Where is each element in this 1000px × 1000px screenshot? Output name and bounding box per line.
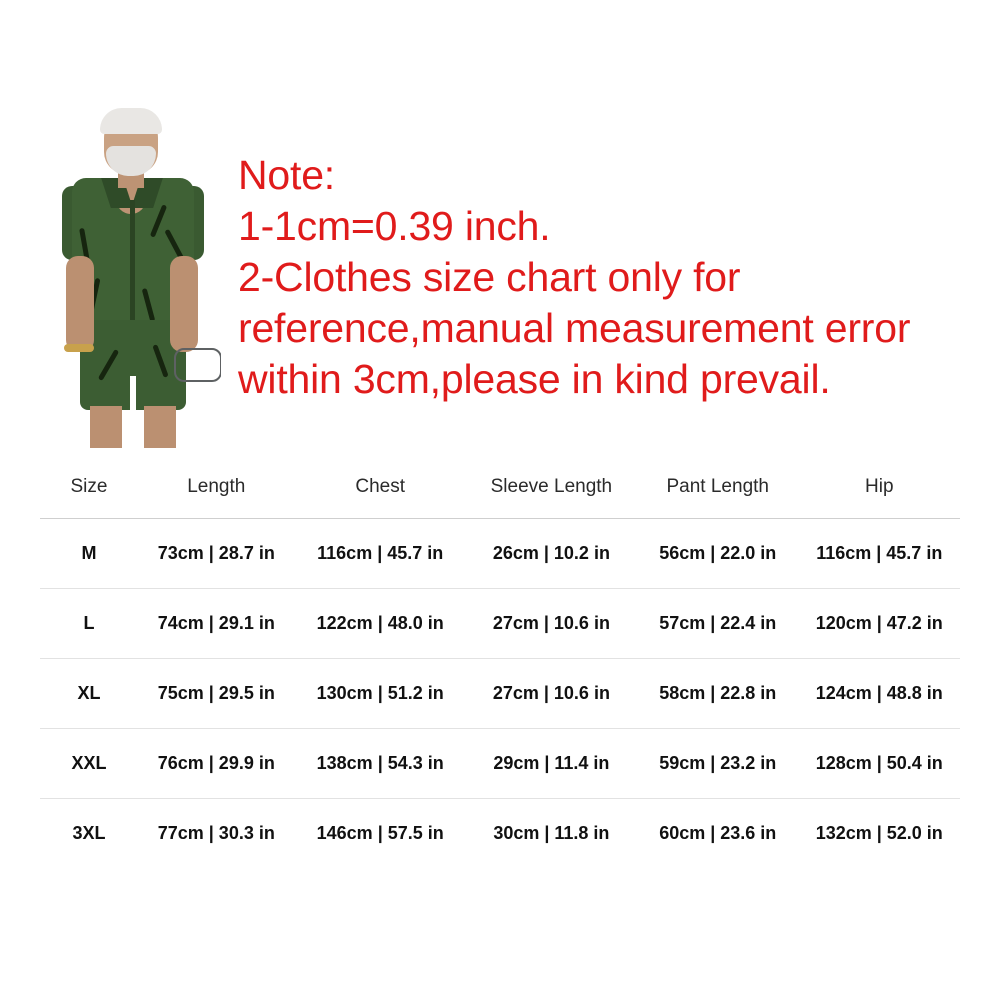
cell-chest: 146cm | 57.5 in <box>316 823 444 843</box>
cell-size: XL <box>40 659 138 729</box>
cell-pant-length: 56cm | 22.0 in <box>637 519 799 589</box>
cell-pant-length: 59cm | 23.2 in <box>637 729 799 799</box>
cell-sleeve-length: 30cm | 11.8 in <box>493 823 610 843</box>
note-block <box>238 150 958 405</box>
model-left-arm <box>66 256 94 352</box>
cell-sleeve-length: 29cm | 11.4 in <box>466 729 637 799</box>
cell-sleeve-length: 27cm | 10.6 in <box>466 659 637 729</box>
cell-size: M <box>40 519 138 589</box>
table-header-row <box>40 468 960 519</box>
table-row <box>40 589 960 659</box>
cell-size: XXL <box>40 729 138 799</box>
cell-length: 76cm | 29.9 in <box>138 729 295 799</box>
column-header-chest: Chest <box>355 476 406 497</box>
column-header-sleeve-length: Sleeve Length <box>490 476 613 497</box>
column-header-hip: Hip <box>865 476 894 497</box>
column-header-pant-length: Pant Length <box>666 476 769 497</box>
shorts-inseam <box>130 376 136 410</box>
size-chart-table <box>40 468 960 868</box>
table-row <box>40 519 960 589</box>
cell-chest: 122cm | 48.0 in <box>295 589 466 659</box>
cell-hip: 116cm | 45.7 in <box>799 519 960 589</box>
table-row <box>40 799 960 869</box>
cell-chest: 130cm | 51.2 in <box>295 659 466 729</box>
cell-length: 73cm | 28.7 in <box>138 519 295 589</box>
shirt-placket <box>130 200 135 328</box>
model-right-leg <box>144 406 176 448</box>
cell-sleeve-length: 27cm | 10.6 in <box>466 589 637 659</box>
product-photo <box>46 108 221 448</box>
note-line: Note: <box>238 152 335 198</box>
cell-chest: 138cm | 54.3 in <box>295 729 466 799</box>
bracelet <box>64 344 94 352</box>
table-row <box>40 659 960 729</box>
column-header-length: Length <box>187 476 246 497</box>
cell-pant-length: 58cm | 22.8 in <box>637 659 799 729</box>
column-header-size: Size <box>70 476 108 497</box>
cell-length: 77cm | 30.3 in <box>157 823 275 843</box>
cell-pant-length: 60cm | 23.6 in <box>659 823 777 843</box>
cell-size: L <box>40 589 138 659</box>
cell-hip: 120cm | 47.2 in <box>799 589 960 659</box>
cell-pant-length: 57cm | 22.4 in <box>637 589 799 659</box>
table-row <box>40 729 960 799</box>
header-section <box>0 0 1000 455</box>
note-line: reference,manual measurement error <box>238 305 911 351</box>
sunglasses-icon <box>174 348 221 382</box>
cell-size: 3XL <box>72 823 106 843</box>
cell-hip: 124cm | 48.8 in <box>799 659 960 729</box>
cell-length: 75cm | 29.5 in <box>138 659 295 729</box>
model-left-leg <box>90 406 122 448</box>
note-line: 1-1cm=0.39 inch. <box>238 203 551 249</box>
note-line: 2-Clothes size chart only for <box>238 254 741 300</box>
note-line: within 3cm,please in kind prevail. <box>238 356 831 402</box>
cell-chest: 116cm | 45.7 in <box>295 519 466 589</box>
table-header <box>40 468 960 519</box>
cell-length: 74cm | 29.1 in <box>138 589 295 659</box>
table-body <box>40 519 960 869</box>
model-right-arm <box>170 256 198 352</box>
cell-hip: 132cm | 52.0 in <box>815 823 943 843</box>
cell-hip: 128cm | 50.4 in <box>799 729 960 799</box>
model-hair <box>100 108 162 134</box>
cell-sleeve-length: 26cm | 10.2 in <box>466 519 637 589</box>
